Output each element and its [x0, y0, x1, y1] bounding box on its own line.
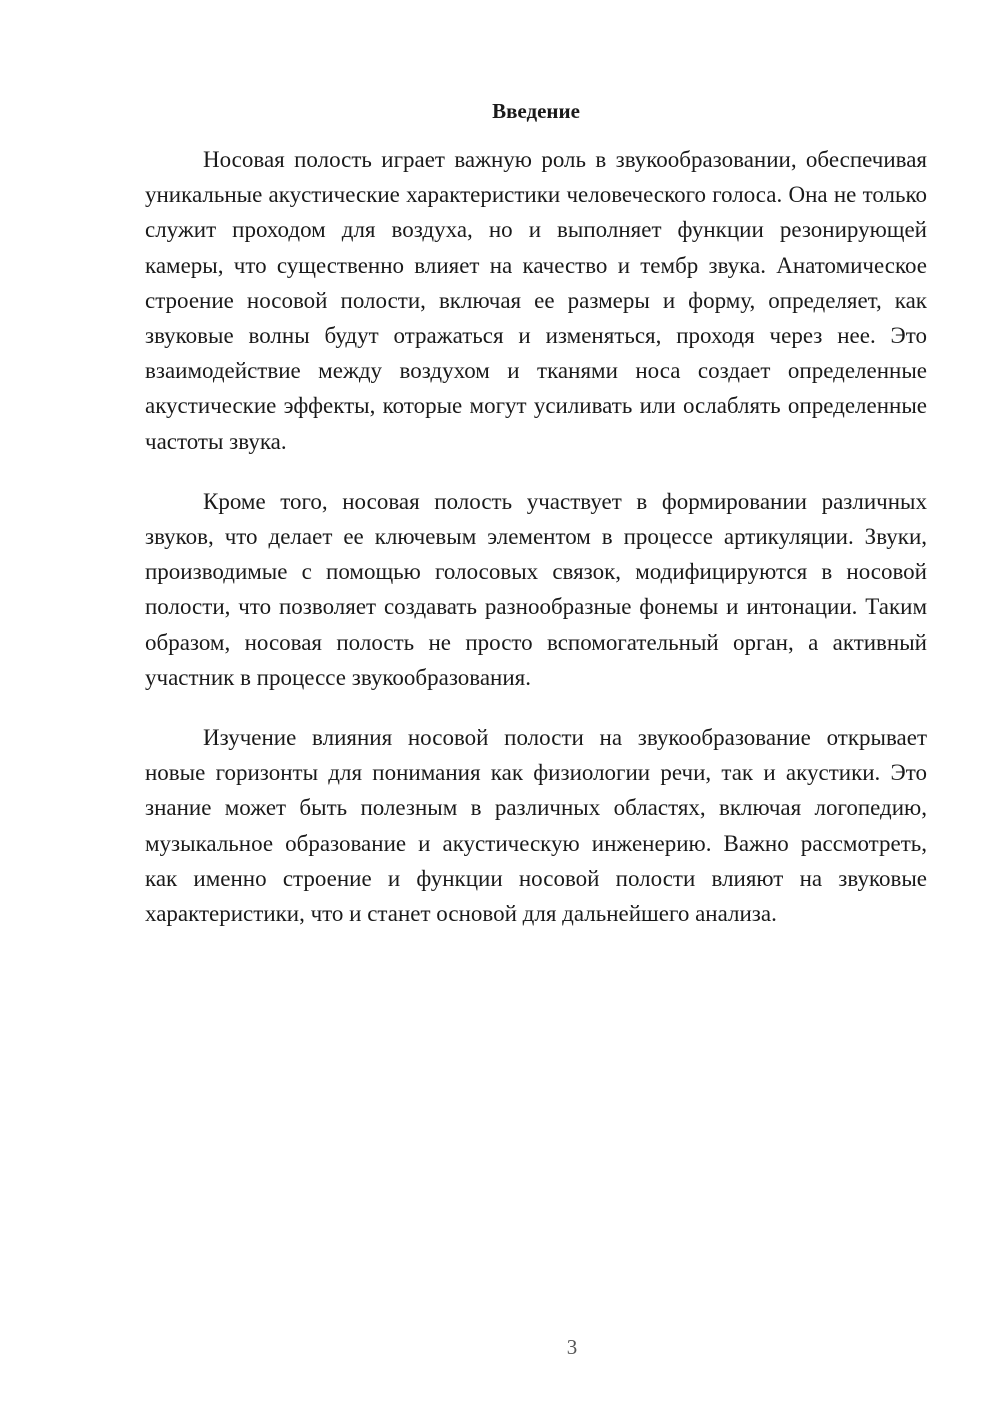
paragraph-1: Носовая полость играет важную роль в звукообразовании, обеспечивая уникальные акустические характеристики человеческого голоса. Она не только служит проходом для воздуха, но и выполняет функции резонирующей камеры, что существенно влияет на качество и тембр звука. Анатомическое строение носовой полости, включая ее размеры и форму, определяет, как звуковые волны будут отражаться и изменяться, проходя через нее. Это взаимодействие между воздухом и тканями носа создает определенные акустические эффекты, которые могут усиливать или ослаблять определенные частоты звука.: [145, 147, 927, 454]
paragraph-2: Кроме того, носовая полость участвует в формировании различных звуков, что делает ее ключевым элементом в процессе артикуляции. Звуки, производимые с помощью голосовых связок, модифицируются в носовой полости, что позволяет создавать разнообразные фонемы и интонации. Таким образом, носовая полость не просто вспомогательный орган, а активный участник в процессе звукообразования.: [145, 488, 927, 690]
body-text: [145, 142, 927, 956]
page-number: 3: [566, 1335, 578, 1359]
page-title: Введение: [492, 99, 580, 123]
paragraph-3: Изучение влияния носовой полости на звукообразование открывает новые горизонты для понимания как физиологии речи, так и акустики. Это знание может быть полезным в различных областях, включая логопедию, музыкальное образование и акустическую инженерию. Важно рассмотреть, как именно строение и функции носовой полости влияют на звуковые характеристики, что и станет основой для дальнейшего анализа.: [145, 725, 927, 927]
